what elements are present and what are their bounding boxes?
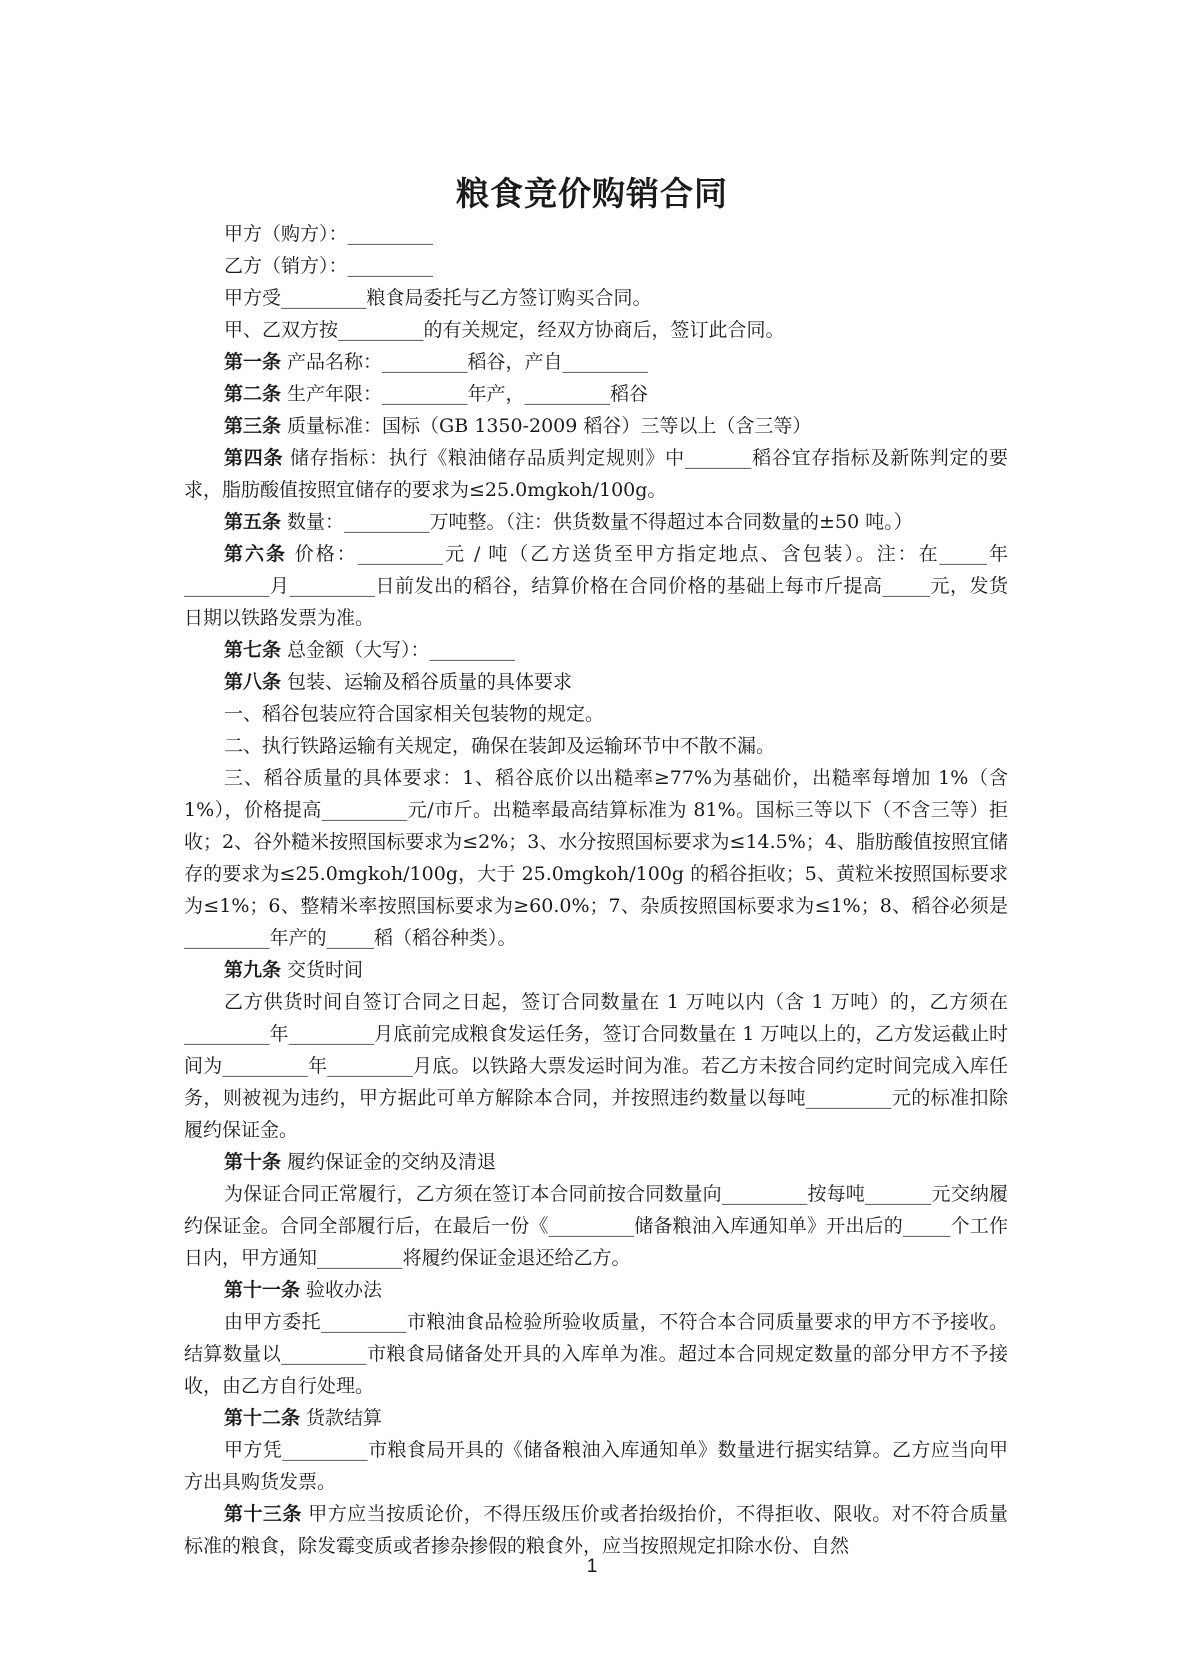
contract-paragraph — [184, 250, 1008, 282]
contract-paragraph — [184, 1306, 1008, 1402]
clause-text: 甲方凭_________市粮食局开具的《储备粮油入库通知单》数量进行据实结算。乙方应当向甲方出具购货发票。 — [184, 1439, 1008, 1493]
contract-paragraph — [184, 1146, 1008, 1178]
clause-text: 甲方（购方）：_________ — [224, 223, 434, 245]
contract-paragraph — [184, 410, 1008, 442]
clause-text: 三、稻谷质量的具体要求：1、稻谷底价以出糙率≥77%为基础价，出糙率每增加 1%（含 1%），价格提高_________元/市斤。出糙率最高结算标准为 81%。国标三等以下（不含三等）拒收；2、谷外糙米按照国标要求为≤2%；3、水分按照国标要求为≤14.5%；4、脂肪酸值按照宜储存的要求为≤25.0mgkoh/100g，大于 25.0mgkoh/100g 的稻谷拒收；5、黄粒米按照国标要求为≤1%；6、整精米率按照国标要求为≥60.0%；7、杂质按照国标要求为≤1%；8、稻谷必须是_________年产的_____稻（稻谷种类）。 — [184, 767, 1008, 949]
clause-label: 第一条 — [224, 351, 282, 373]
clause-label: 第十条 — [224, 1151, 282, 1173]
contract-paragraph — [184, 762, 1008, 954]
clause-text: 二、执行铁路运输有关规定，确保在装卸及运输环节中不散不漏。 — [224, 735, 776, 757]
clause-text: 乙方供货时间自签订合同之日起，签订合同数量在 1 万吨以内（含 1 万吨）的，乙方须在_________年_________月底前完成粮食发运任务，签订合同数量在 1 万吨以上的，乙方发运截止时间为_________年_________月底。以铁路大票发运时间为准。若乙方未按合同约定时间完成入库任务，则被视为违约，甲方据此可单方解除本合同，并按照违约数量以每吨_________元的标准扣除履约保证金。 — [184, 991, 1008, 1141]
clause-label: 第六条 — [224, 543, 287, 565]
clause-text: 履约保证金的交纳及清退 — [281, 1151, 497, 1173]
contract-paragraph — [184, 1498, 1008, 1562]
clause-text: 甲、乙双方按_________的有关规定，经双方协商后，签订此合同。 — [224, 319, 785, 341]
document-title: 粮食竞价购销合同 — [456, 174, 728, 213]
clause-text: 质量标准：国标（GB 1350-2009 稻谷）三等以上（含三等） — [281, 415, 812, 437]
contract-paragraph — [184, 666, 1008, 698]
clause-text: 甲方受_________粮食局委托与乙方签订购买合同。 — [224, 287, 652, 309]
contract-paragraph — [184, 218, 1008, 250]
contract-paragraph — [184, 346, 1008, 378]
contract-paragraph — [184, 1402, 1008, 1434]
contract-paragraph — [184, 378, 1008, 410]
clause-text: 货款结算 — [300, 1407, 383, 1429]
contract-paragraph — [184, 506, 1008, 538]
document-body — [184, 218, 1008, 1562]
clause-label: 第二条 — [224, 383, 282, 405]
clause-label: 第九条 — [224, 959, 282, 981]
clause-label: 第十二条 — [224, 1407, 301, 1429]
clause-text: 数量：_________万吨整。（注：供货数量不得超过本合同数量的±50 吨。） — [281, 511, 913, 533]
clause-text: 总金额（大写）：_________ — [281, 639, 516, 661]
clause-text: 验收办法 — [300, 1279, 383, 1301]
clause-text: 由甲方委托_________市粮油食品检验所验收质量，不符合本合同质量要求的甲方不予接收。结算数量以_________市粮食局储备处开具的入库单为准。超过本合同规定数量的部分甲方不予接收，由乙方自行处理。 — [184, 1311, 1008, 1397]
contract-paragraph — [184, 954, 1008, 986]
contract-paragraph — [184, 1274, 1008, 1306]
contract-paragraph — [184, 1434, 1008, 1498]
contract-paragraph — [184, 282, 1008, 314]
clause-label: 第八条 — [224, 671, 282, 693]
clause-label: 第四条 — [224, 447, 284, 469]
clause-label: 第十三条 — [224, 1503, 302, 1525]
contract-paragraph — [184, 698, 1008, 730]
contract-paragraph — [184, 442, 1008, 506]
clause-text: 乙方（销方）：_________ — [224, 255, 434, 277]
clause-label: 第七条 — [224, 639, 282, 661]
clause-text: 甲方应当按质论价，不得压级压价或者抬级抬价，不得拒收、限收。对不符合质量标准的粮食，除发霉变质或者掺杂掺假的粮食外，应当按照规定扣除水份、自然 — [184, 1503, 1008, 1557]
clause-text: 一、稻谷包装应符合国家相关包装物的规定。 — [224, 703, 605, 725]
page-number: 1 — [586, 1556, 598, 1577]
contract-paragraph — [184, 986, 1008, 1146]
contract-paragraph — [184, 314, 1008, 346]
clause-text: 价格：_________元 / 吨（乙方送货至甲方指定地点、含包装）。注：在_____年_________月_________日前发出的稻谷，结算价格在合同价格的基础上每市斤提高_____元，发货日期以铁路发票为准。 — [184, 543, 1008, 629]
contract-paragraph — [184, 634, 1008, 666]
contract-paragraph — [184, 730, 1008, 762]
clause-text: 产品名称：_________稻谷，产自_________ — [281, 351, 649, 373]
clause-text: 包装、运输及稻谷质量的具体要求 — [281, 671, 573, 693]
clause-label: 第十一条 — [224, 1279, 301, 1301]
clause-label: 第五条 — [224, 511, 282, 533]
clause-text: 为保证合同正常履行，乙方须在签订本合同前按合同数量向_________按每吨_______元交纳履约保证金。合同全部履行后，在最后一份《_________储备粮油入库通知单》开出后的_____个工作日内，甲方通知_________将履约保证金退还给乙方。 — [184, 1183, 1008, 1269]
clause-label: 第三条 — [224, 415, 282, 437]
contract-paragraph — [184, 1178, 1008, 1274]
contract-paragraph — [184, 538, 1008, 634]
clause-text: 生产年限：_________年产，_________稻谷 — [281, 383, 649, 405]
clause-text: 交货时间 — [281, 959, 364, 981]
clause-text: 储存指标：执行《粮油储存品质判定规则》中_______稻谷宜存指标及新陈判定的要求，脂肪酸值按照宜储存的要求为≤25.0mgkoh/100g。 — [184, 447, 1008, 501]
